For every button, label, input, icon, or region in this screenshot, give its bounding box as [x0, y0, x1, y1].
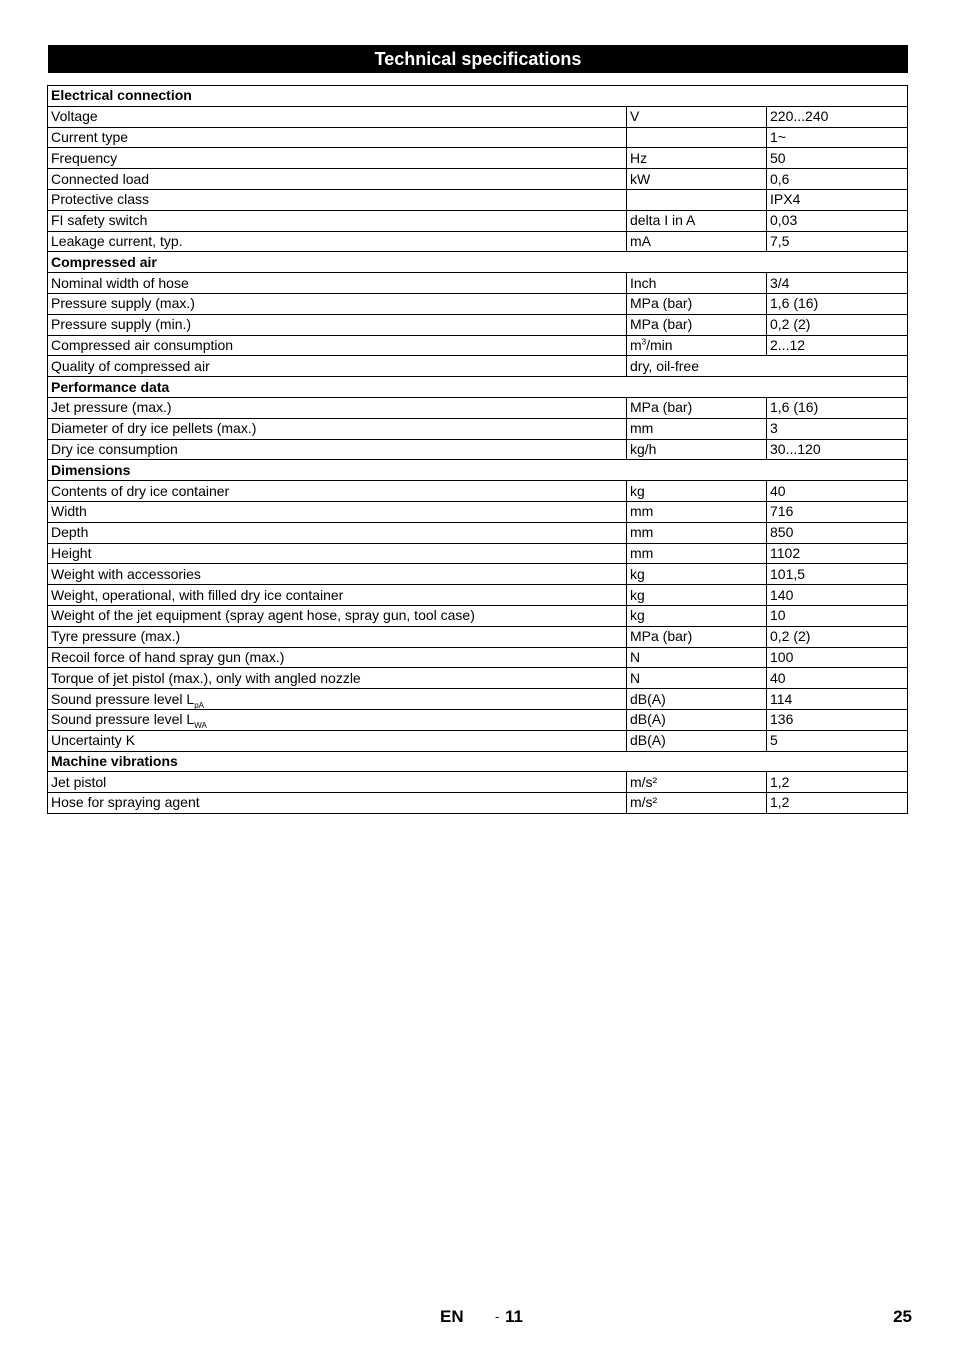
spec-value: IPX4 [767, 189, 908, 210]
table-row [48, 647, 908, 668]
table-row [48, 106, 908, 127]
spec-label [48, 231, 627, 252]
section-heading: Compressed air [48, 252, 908, 273]
section-header-row [48, 460, 908, 481]
spec-unit [627, 730, 767, 751]
spec-label [48, 335, 627, 356]
spec-label [48, 418, 627, 439]
spec-unit [627, 273, 767, 294]
spec-unit [627, 127, 767, 148]
spec-label-text: Tyre pressure (max.) [51, 628, 181, 645]
spec-label-text: Nominal width of hose [51, 274, 189, 291]
spec-unit-text: MPa (bar) [630, 628, 693, 645]
spec-unit-text: Hz [630, 149, 648, 166]
spec-unit-superscript: 3 [641, 337, 647, 347]
spec-value: 1~ [767, 127, 908, 148]
spec-unit-text: dry, oil-free [630, 357, 699, 374]
spec-label [48, 148, 627, 169]
table-row [48, 522, 908, 543]
table-row [48, 210, 908, 231]
spec-label-text: Weight, operational, with filled dry ice container [51, 586, 344, 603]
spec-value: 850 [767, 522, 908, 543]
spec-label-text: Uncertainty K [51, 732, 136, 749]
spec-label [48, 210, 627, 231]
spec-unit [627, 189, 767, 210]
spec-unit-text: kg [630, 482, 645, 499]
spec-unit [627, 543, 767, 564]
spec-unit [627, 148, 767, 169]
spec-unit [627, 397, 767, 418]
spec-unit-text: kg [630, 586, 645, 603]
section-header-row [48, 86, 908, 107]
spec-unit [627, 293, 767, 314]
spec-value: 7,5 [767, 231, 908, 252]
footer-section-page: 11 [505, 1307, 523, 1326]
spec-label-subscript: pA [194, 700, 204, 710]
spec-unit [627, 231, 767, 252]
spec-label-text: Connected load [51, 170, 150, 187]
spec-label [48, 501, 627, 522]
spec-value: 0,03 [767, 210, 908, 231]
spec-label-text: Contents of dry ice container [51, 482, 230, 499]
spec-value: 1,2 [767, 772, 908, 793]
spec-unit-text: m/s² [630, 773, 658, 790]
spec-label [48, 689, 627, 710]
spec-label [48, 314, 627, 335]
spec-label [48, 730, 627, 751]
spec-unit [627, 481, 767, 502]
table-row [48, 709, 908, 730]
spec-unit-text: delta I in A [630, 212, 696, 229]
spec-label [48, 793, 627, 814]
table-row [48, 501, 908, 522]
page-title: Technical specifications [48, 45, 908, 73]
spec-unit [627, 356, 908, 377]
table-row [48, 356, 908, 377]
spec-unit-text: mA [630, 232, 651, 249]
spec-unit-text: MPa (bar) [630, 295, 693, 312]
spec-label [48, 772, 627, 793]
spec-label-text: Diameter of dry ice pellets (max.) [51, 420, 257, 437]
spec-label [48, 543, 627, 564]
table-row [48, 418, 908, 439]
spec-unit [627, 501, 767, 522]
spec-label-text: Recoil force of hand spray gun (max.) [51, 648, 285, 665]
spec-value: 220...240 [767, 106, 908, 127]
spec-label-text: Voltage [51, 108, 98, 125]
spec-label [48, 273, 627, 294]
spec-unit [627, 626, 767, 647]
spec-unit-text: N [630, 669, 641, 686]
spec-unit [627, 647, 767, 668]
spec-unit-text: mm [630, 544, 654, 561]
spec-value: 716 [767, 501, 908, 522]
spec-unit-text: kg/h [630, 440, 657, 457]
section-heading: Performance data [48, 377, 908, 398]
table-row [48, 585, 908, 606]
spec-value: 5 [767, 730, 908, 751]
spec-unit [627, 668, 767, 689]
spec-value: 40 [767, 481, 908, 502]
table-row [48, 231, 908, 252]
spec-value: 40 [767, 668, 908, 689]
spec-unit-text: kg [630, 607, 645, 624]
table-row [48, 668, 908, 689]
spec-label [48, 709, 627, 730]
spec-unit [627, 772, 767, 793]
spec-label [48, 397, 627, 418]
spec-value: 0,6 [767, 169, 908, 190]
spec-value: 100 [767, 647, 908, 668]
spec-label-text: Weight with accessories [51, 565, 201, 582]
spec-label-text: Dry ice consumption [51, 440, 178, 457]
spec-unit [627, 439, 767, 460]
spec-unit-text: mm [630, 524, 654, 541]
spec-unit [627, 709, 767, 730]
table-row [48, 335, 908, 356]
spec-label-text: Protective class [51, 191, 150, 208]
spec-label-text: Frequency [51, 149, 118, 166]
table-row [48, 169, 908, 190]
spec-unit-text: dB(A) [630, 690, 666, 707]
spec-label-text: Current type [51, 128, 129, 145]
spec-label-text: Quality of compressed air [51, 357, 210, 374]
table-row [48, 127, 908, 148]
spec-label [48, 585, 627, 606]
table-row [48, 481, 908, 502]
spec-unit-text: MPa (bar) [630, 316, 693, 333]
spec-label-text: FI safety switch [51, 212, 148, 229]
spec-unit-text: mm [630, 503, 654, 520]
spec-label [48, 605, 627, 626]
spec-unit-text: m/s² [630, 794, 658, 811]
spec-value: 50 [767, 148, 908, 169]
spec-label [48, 356, 627, 377]
spec-label-text: Pressure supply (min.) [51, 316, 192, 333]
spec-label-text: Height [51, 544, 92, 561]
spec-label-subscript: WA [194, 721, 207, 731]
spec-label [48, 522, 627, 543]
spec-label [48, 169, 627, 190]
spec-value: 0,2 (2) [767, 626, 908, 647]
spec-value: 136 [767, 709, 908, 730]
spec-unit [627, 793, 767, 814]
spec-value: 1,2 [767, 793, 908, 814]
spec-label [48, 127, 627, 148]
section-heading: Machine vibrations [48, 751, 908, 772]
section-heading: Dimensions [48, 460, 908, 481]
spec-unit [627, 605, 767, 626]
spec-label-text: Compressed air consumption [51, 336, 234, 353]
table-row [48, 605, 908, 626]
spec-unit-text: dB(A) [630, 732, 666, 749]
table-row [48, 397, 908, 418]
table-row [48, 314, 908, 335]
spec-value: 0,2 (2) [767, 314, 908, 335]
spec-value: 1,6 (16) [767, 293, 908, 314]
spec-unit-text: mm [630, 420, 654, 437]
spec-label-text: Sound pressure level L [51, 711, 195, 728]
spec-unit [627, 418, 767, 439]
spec-unit-text: kg [630, 565, 645, 582]
spec-unit [627, 522, 767, 543]
spec-value: 30...120 [767, 439, 908, 460]
spec-label-text: Width [51, 503, 87, 520]
spec-unit [627, 169, 767, 190]
spec-unit-text: V [630, 108, 640, 125]
spec-unit [627, 106, 767, 127]
spec-value: 140 [767, 585, 908, 606]
spec-value: 1,6 (16) [767, 397, 908, 418]
spec-label-text: Sound pressure level L [51, 690, 195, 707]
spec-unit [627, 335, 767, 356]
spec-unit [627, 564, 767, 585]
spec-unit-suffix: /min [646, 336, 673, 353]
spec-label [48, 564, 627, 585]
spec-unit-text: dB(A) [630, 711, 666, 728]
section-header-row [48, 751, 908, 772]
spec-label [48, 189, 627, 210]
table-row [48, 293, 908, 314]
spec-unit [627, 689, 767, 710]
spec-label-text: Depth [51, 524, 89, 541]
table-row [48, 730, 908, 751]
spec-value: 114 [767, 689, 908, 710]
spec-value: 3/4 [767, 273, 908, 294]
spec-label-text: Weight of the jet equipment (spray agent hose, spray gun, tool case) [51, 607, 475, 624]
table-row [48, 793, 908, 814]
spec-unit-text: m [630, 336, 642, 353]
spec-label [48, 106, 627, 127]
table-row [48, 148, 908, 169]
footer-language: EN [440, 1307, 464, 1326]
table-row [48, 626, 908, 647]
spec-value: 2...12 [767, 335, 908, 356]
spec-unit [627, 585, 767, 606]
spec-unit-text: N [630, 648, 641, 665]
spec-value: 10 [767, 605, 908, 626]
table-row [48, 189, 908, 210]
specifications-table [47, 85, 908, 814]
spec-value: 1102 [767, 543, 908, 564]
spec-label-text: Leakage current, typ. [51, 232, 183, 249]
spec-unit-text: Inch [630, 274, 657, 291]
spec-label-text: Pressure supply (max.) [51, 295, 195, 312]
footer-dash: - [495, 1309, 500, 1324]
spec-unit-text: MPa (bar) [630, 399, 693, 416]
spec-label [48, 668, 627, 689]
table-row [48, 543, 908, 564]
spec-label [48, 647, 627, 668]
specifications-table-body [48, 86, 908, 814]
spec-label [48, 439, 627, 460]
spec-label-text: Jet pressure (max.) [51, 399, 172, 416]
table-row [48, 273, 908, 294]
table-row [48, 564, 908, 585]
spec-label [48, 481, 627, 502]
table-row [48, 439, 908, 460]
spec-label [48, 293, 627, 314]
section-header-row [48, 252, 908, 273]
spec-value: 3 [767, 418, 908, 439]
spec-label-text: Torque of jet pistol (max.), only with angled nozzle [51, 669, 361, 686]
spec-unit [627, 210, 767, 231]
spec-label-text: Hose for spraying agent [51, 794, 200, 811]
table-row [48, 772, 908, 793]
spec-unit-text: kW [630, 170, 651, 187]
section-heading: Electrical connection [48, 86, 908, 107]
spec-label-text: Jet pistol [51, 773, 107, 790]
section-header-row [48, 377, 908, 398]
footer-page-number: 25 [893, 1307, 912, 1326]
table-row [48, 689, 908, 710]
spec-label [48, 626, 627, 647]
spec-unit [627, 314, 767, 335]
spec-value: 101,5 [767, 564, 908, 585]
